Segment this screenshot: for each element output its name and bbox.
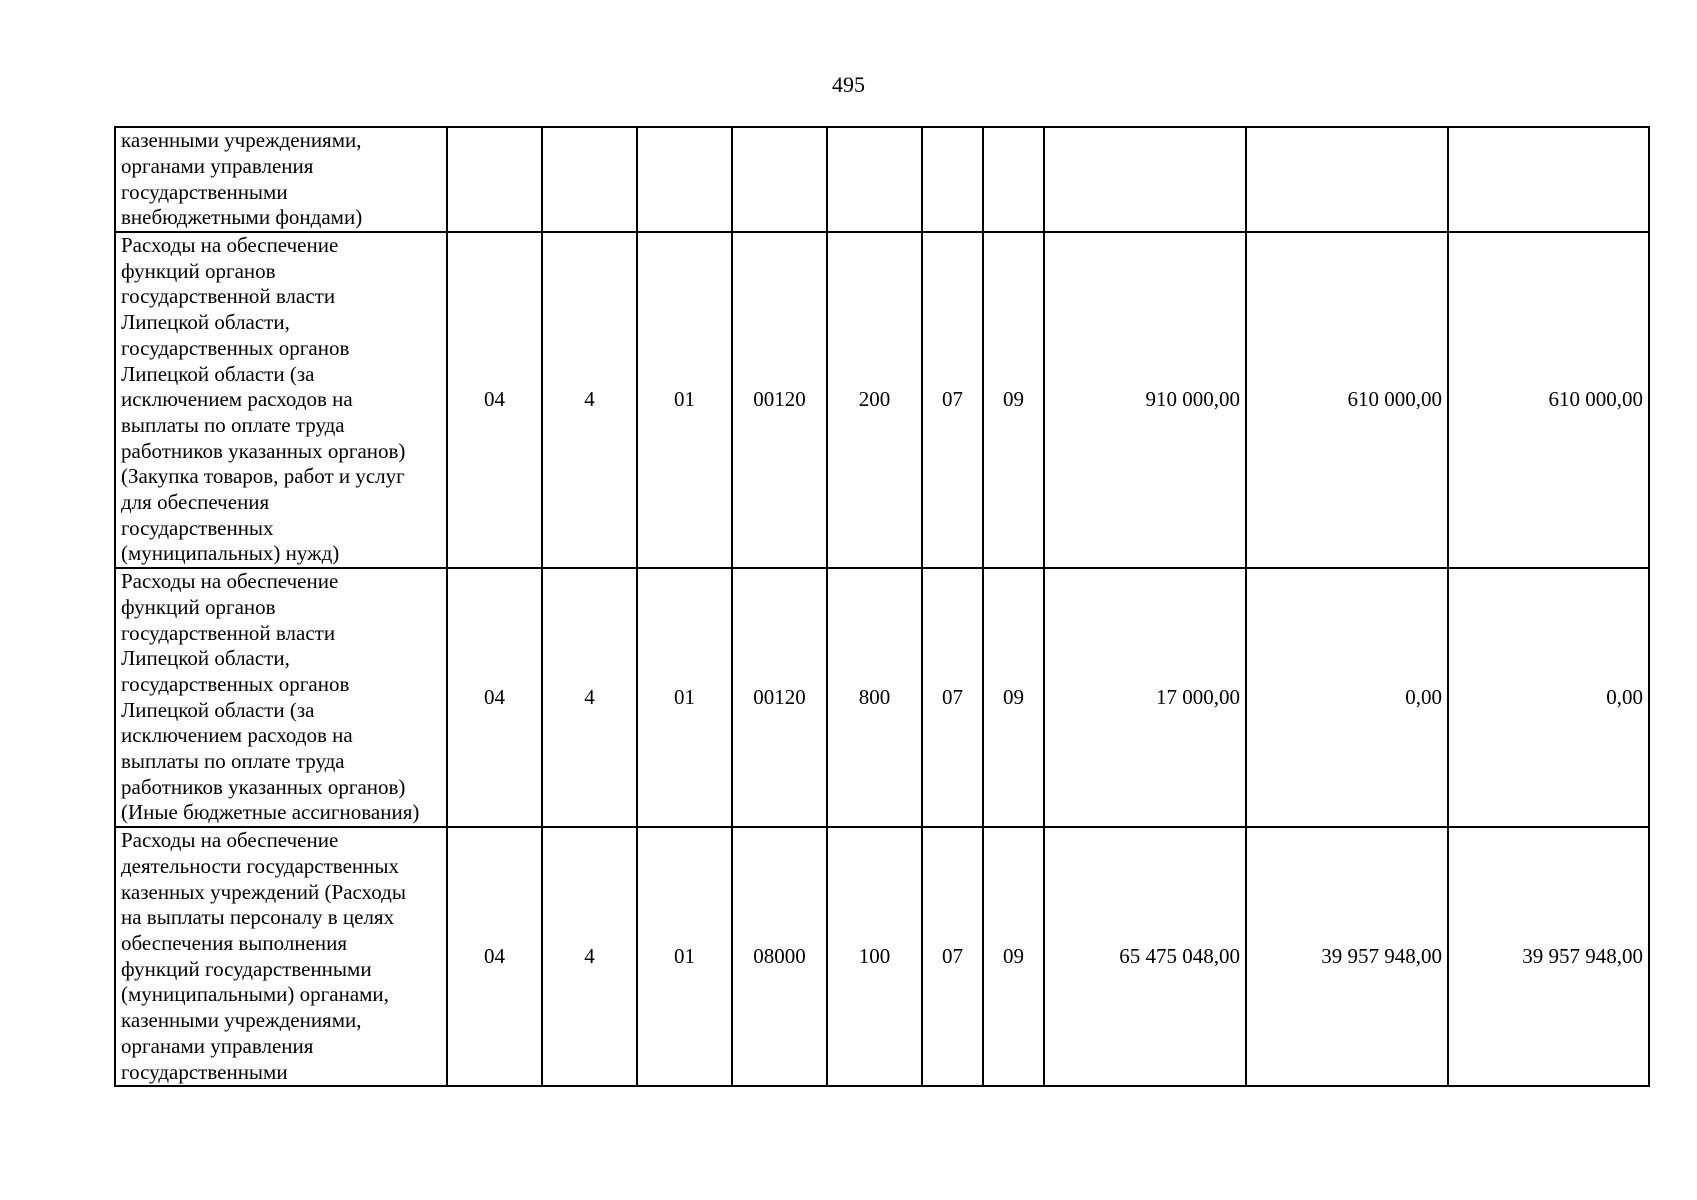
code-cell: 09 <box>983 568 1044 827</box>
amount-cell: 610 000,00 <box>1246 232 1448 568</box>
code-cell: 00120 <box>732 232 827 568</box>
code-cell: 04 <box>447 568 542 827</box>
code-cell: 100 <box>827 827 922 1086</box>
table-row <box>115 568 1649 827</box>
amount-cell: 910 000,00 <box>1044 232 1246 568</box>
code-cell: 04 <box>447 232 542 568</box>
code-cell: 4 <box>542 232 637 568</box>
code-cell <box>922 127 983 232</box>
code-cell: 04 <box>447 827 542 1086</box>
code-cell <box>542 127 637 232</box>
code-cell: 01 <box>637 568 732 827</box>
code-cell: 07 <box>922 827 983 1086</box>
code-cell <box>983 127 1044 232</box>
code-cell: 4 <box>542 827 637 1086</box>
amount-cell <box>1448 127 1649 232</box>
code-cell <box>637 127 732 232</box>
row-description: Расходы на обеспечение деятельности государственных казенных учреждений (Расходы на выплаты персоналу в целях обеспечения выполнения функций государственными (муниципальными) органами, казенными учреждениями, органами управления государственными <box>115 827 447 1086</box>
code-cell: 800 <box>827 568 922 827</box>
code-cell: 07 <box>922 232 983 568</box>
table-row <box>115 232 1649 568</box>
amount-cell: 610 000,00 <box>1448 232 1649 568</box>
table-row <box>115 827 1649 1086</box>
code-cell: 01 <box>637 232 732 568</box>
code-cell: 01 <box>637 827 732 1086</box>
budget-table <box>114 126 1650 1087</box>
code-cell: 4 <box>542 568 637 827</box>
amount-cell: 0,00 <box>1246 568 1448 827</box>
code-cell: 09 <box>983 827 1044 1086</box>
page-number: 495 <box>832 72 865 97</box>
code-cell: 09 <box>983 232 1044 568</box>
code-cell: 08000 <box>732 827 827 1086</box>
code-cell <box>447 127 542 232</box>
amount-cell: 17 000,00 <box>1044 568 1246 827</box>
row-description: Расходы на обеспечение функций органов государственной власти Липецкой области, государственных органов Липецкой области (за исключением расходов на выплаты по оплате труда работников указанных органов) (Иные бюджетные ассигнования) <box>115 568 447 827</box>
amount-cell: 65 475 048,00 <box>1044 827 1246 1086</box>
code-cell: 200 <box>827 232 922 568</box>
row-description: казенными учреждениями, органами управления государственными внебюджетными фондами) <box>115 127 447 232</box>
amount-cell: 39 957 948,00 <box>1246 827 1448 1086</box>
code-cell: 00120 <box>732 568 827 827</box>
amount-cell: 39 957 948,00 <box>1448 827 1649 1086</box>
table-row <box>115 127 1649 232</box>
code-cell: 07 <box>922 568 983 827</box>
row-description: Расходы на обеспечение функций органов государственной власти Липецкой области, государственных органов Липецкой области (за исключением расходов на выплаты по оплате труда работников указанных органов) (Закупка товаров, работ и услуг для обеспечения государственных (муниципальных) нужд) <box>115 232 447 568</box>
code-cell <box>732 127 827 232</box>
amount-cell: 0,00 <box>1448 568 1649 827</box>
amount-cell <box>1246 127 1448 232</box>
code-cell <box>827 127 922 232</box>
amount-cell <box>1044 127 1246 232</box>
